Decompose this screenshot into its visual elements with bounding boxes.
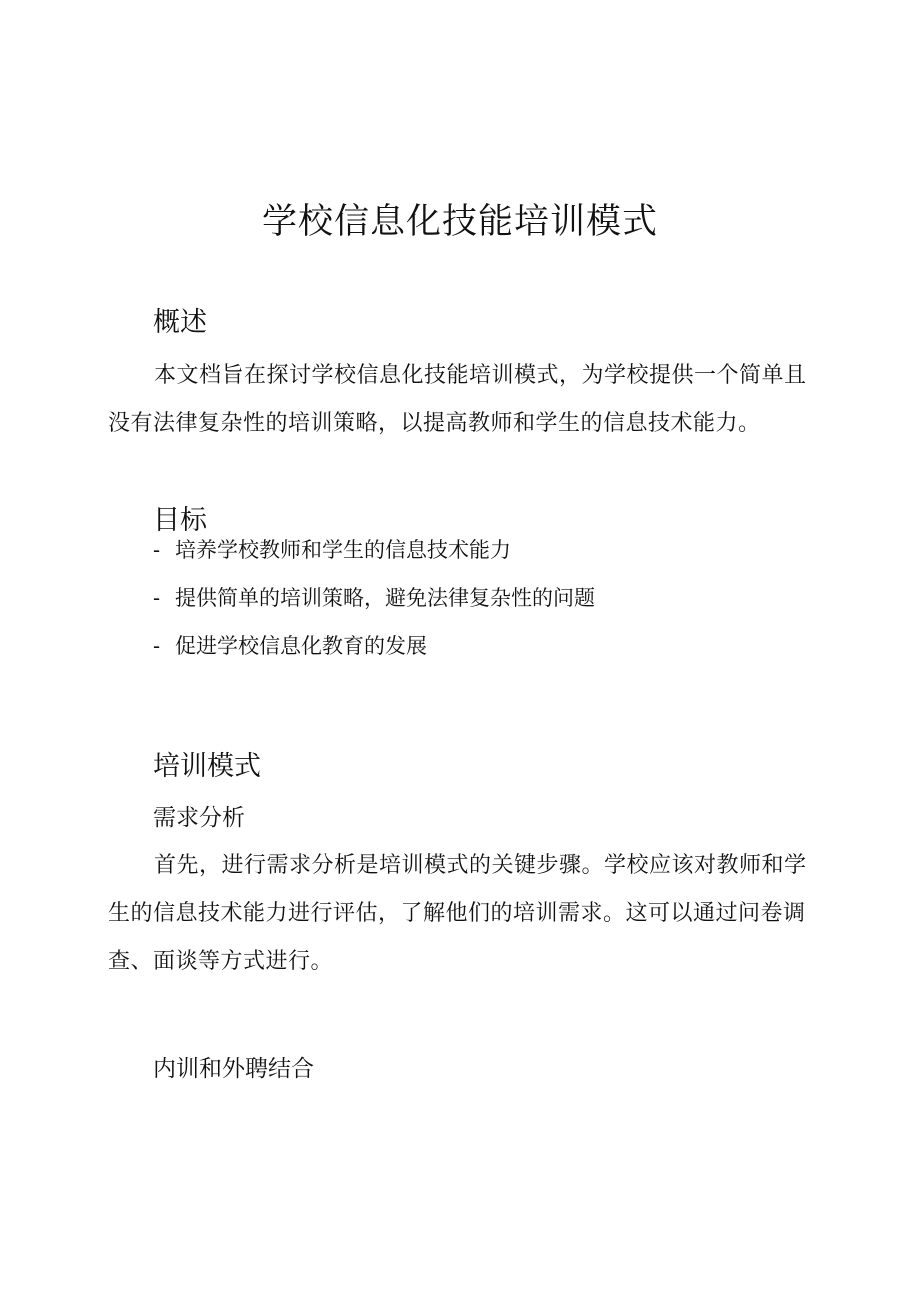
bullet-marker: - xyxy=(153,538,161,562)
list-item xyxy=(153,574,595,622)
bullet-marker: - xyxy=(153,586,161,610)
needs-analysis-paragraph: 首先，进行需求分析是培训模式的关键步骤。学校应该对教师和学生的信息技术能力进行评估，了解他们的培训需求。这可以通过问卷调查、面谈等方式进行。 xyxy=(108,853,807,974)
document-title: 学校信息化技能培训模式 xyxy=(261,202,658,243)
list-item xyxy=(153,526,595,574)
goal-item-1: 培养学校教师和学生的信息技术能力 xyxy=(175,538,511,562)
overview-heading: 概述 xyxy=(153,307,207,339)
goals-list xyxy=(153,526,595,670)
list-item xyxy=(153,622,595,670)
bullet-marker: - xyxy=(153,634,161,658)
needs-analysis-heading: 需求分析 xyxy=(153,805,245,831)
goal-item-2: 提供简单的培训策略，避免法律复杂性的问题 xyxy=(175,586,595,610)
overview-paragraph: 本文档旨在探讨学校信息化技能培训模式，为学校提供一个简单且没有法律复杂性的培训策略，以提高教师和学生的信息技术能力。 xyxy=(108,363,807,436)
training-model-heading: 培训模式 xyxy=(153,751,261,783)
goal-item-3: 促进学校信息化教育的发展 xyxy=(175,634,427,658)
goals-heading: 目标 xyxy=(153,505,207,537)
internal-external-heading: 内训和外聘结合 xyxy=(153,1056,314,1082)
